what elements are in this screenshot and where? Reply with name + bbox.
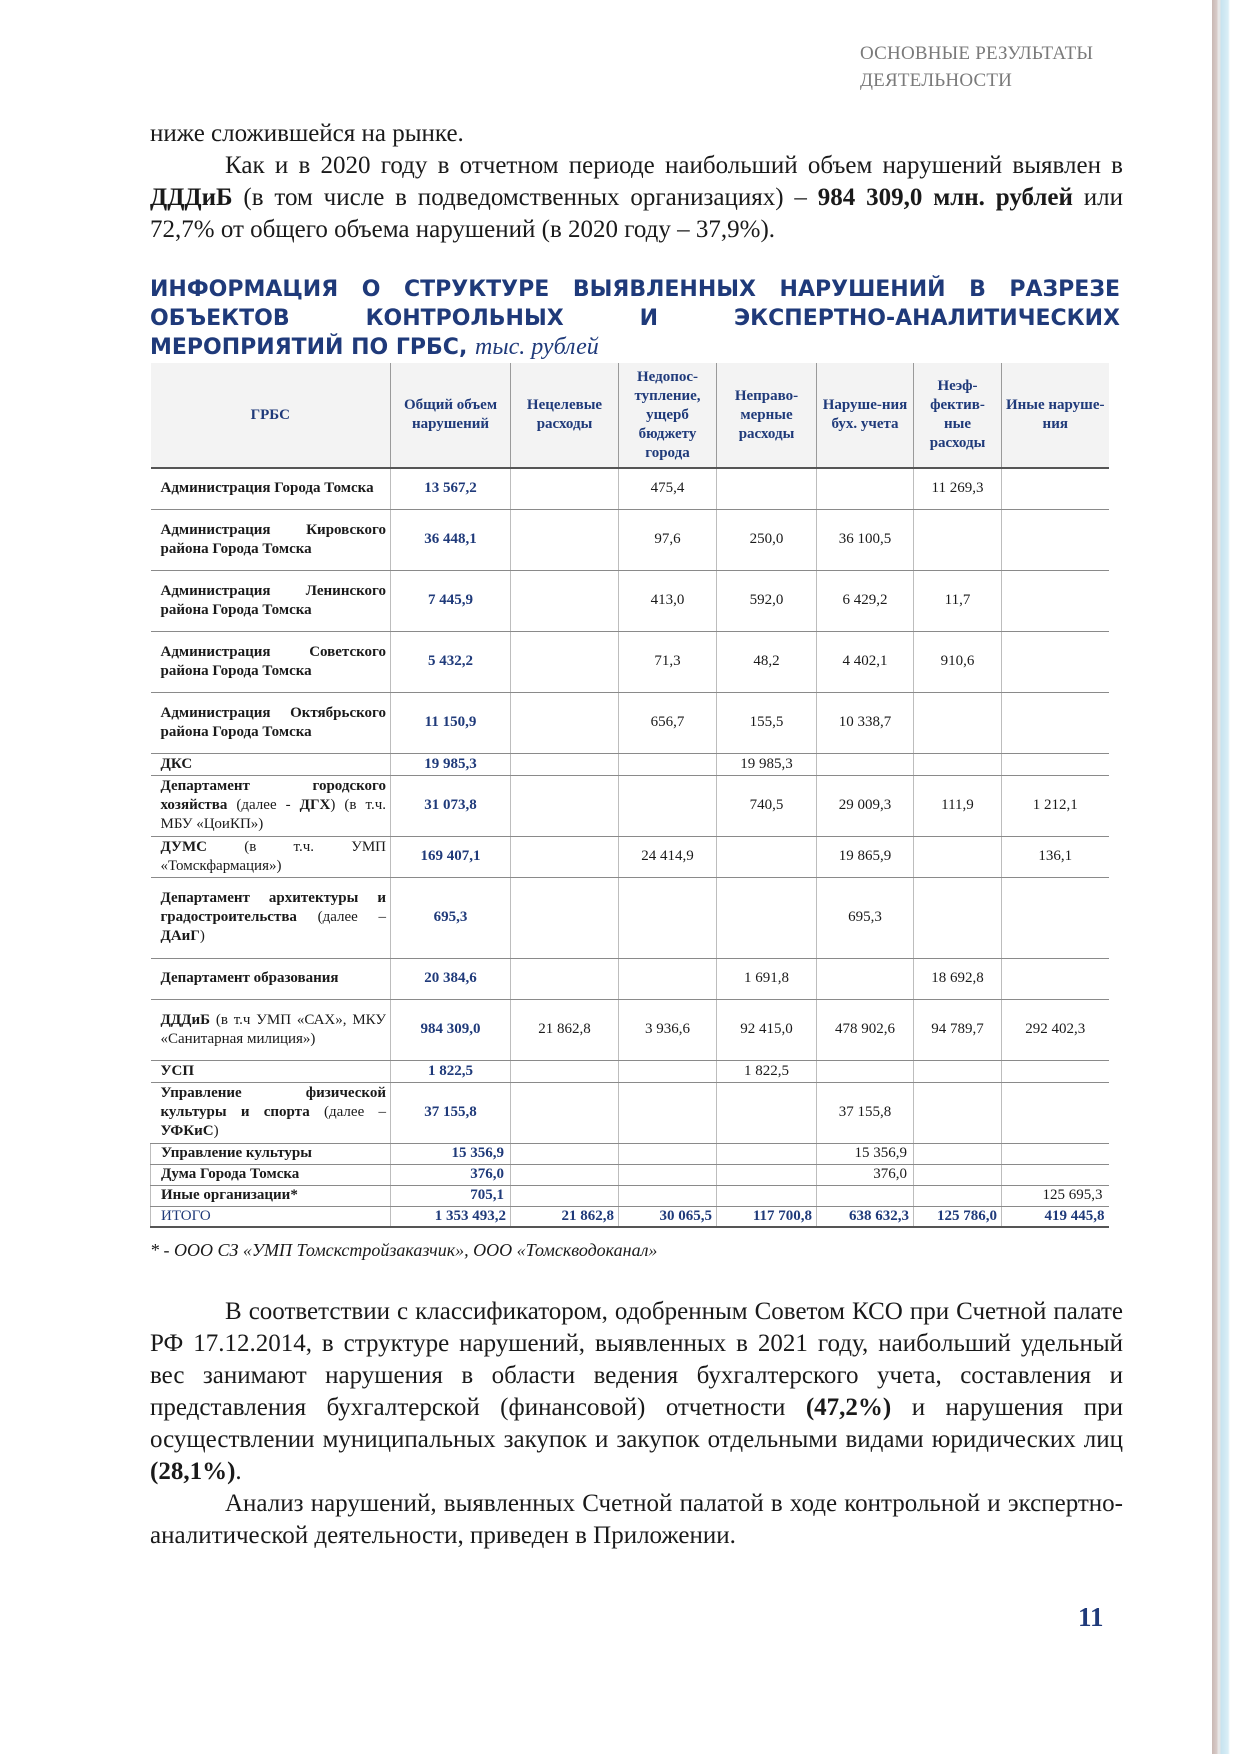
row-cell: 4 402,1 [817,631,914,692]
heading-unit: тыс. рублей [475,334,599,360]
row-cell: 413,0 [619,570,717,631]
row-cell: 71,3 [619,631,717,692]
table-row [151,753,1109,775]
table-row [151,631,1109,692]
heading-line-3 [150,333,1120,362]
table-footnote: * - ООО СЗ «УМП Томскстройзаказчик», ООО «Томскводоканал» [150,1240,658,1260]
row-cell: 656,7 [619,692,717,753]
page-number: 11 [1078,1602,1104,1632]
row-cell [511,836,619,877]
table-row [151,570,1109,631]
row-cell [511,753,619,775]
row-name: Иные организации* [151,1185,391,1206]
row-cell: 1 212,1 [1002,775,1109,836]
row-cell: 376,0 [817,1164,914,1185]
row-cell [619,1082,717,1143]
row-cell: 250,0 [717,509,817,570]
row-name: Управление культуры [151,1143,391,1164]
row-name: Администрация Города Томска [151,468,391,509]
intro-paragraphs [150,118,1123,246]
table-row [151,692,1109,753]
row-cell [717,1185,817,1206]
row-cell: 592,0 [717,570,817,631]
total-row-cell: 30 065,5 [619,1206,717,1227]
row-cell: 29 009,3 [817,775,914,836]
row-total: 7 445,9 [391,570,511,631]
row-cell [914,692,1002,753]
total-row-total: 1 353 493,2 [391,1206,511,1227]
intro-text-2: (в том числе в подведомственных организациях) – [232,184,818,211]
row-total: 376,0 [391,1164,511,1185]
row-cell [717,877,817,958]
table-row [151,1060,1109,1082]
row-cell [511,468,619,509]
row-cell [511,1143,619,1164]
row-cell [1002,570,1109,631]
row-cell [914,836,1002,877]
row-cell [1002,1060,1109,1082]
row-cell [914,753,1002,775]
row-cell: 37 155,8 [817,1082,914,1143]
intro-bold-amount: 984 309,0 млн. рублей [817,184,1073,211]
row-cell [817,958,914,999]
row-name: Администрация Октябрьского района Города Томска [151,692,391,753]
percent-accounting: (47,2%) [805,1394,892,1421]
row-cell: 695,3 [817,877,914,958]
heading-line-2: ОБЪЕКТОВ КОНТРОЛЬНЫХ И ЭКСПЕРТНО-АНАЛИТИЧЕСКИХ [150,306,1120,331]
row-cell: 475,4 [619,468,717,509]
table-row [151,999,1109,1060]
heading-line-3-text: МЕРОПРИЯТИЙ ПО ГРБС, [150,335,468,360]
violations-table [150,363,1109,1228]
row-cell [511,1164,619,1185]
row-total: 31 073,8 [391,775,511,836]
row-cell [511,509,619,570]
body-paragraphs [150,1296,1123,1552]
row-cell: 1 691,8 [717,958,817,999]
table-row [151,877,1109,958]
row-total: 19 985,3 [391,753,511,775]
row-cell [1002,509,1109,570]
intro-paragraph-2 [150,150,1123,246]
row-cell: 11 269,3 [914,468,1002,509]
row-total: 11 150,9 [391,692,511,753]
row-name: Администрация Кировского района Города Томска [151,509,391,570]
row-name: ДКС [151,753,391,775]
row-cell [914,509,1002,570]
row-name: Департамент городского хозяйства (далее - ДГХ) (в т.ч. МБУ «ЦоиКП») [151,775,391,836]
table-row [151,468,1109,509]
table-row [151,958,1109,999]
row-cell: 48,2 [717,631,817,692]
row-cell [914,1143,1002,1164]
row-cell: 10 338,7 [817,692,914,753]
row-cell: 36 100,5 [817,509,914,570]
row-cell: 740,5 [717,775,817,836]
row-total: 37 155,8 [391,1082,511,1143]
row-cell: 97,6 [619,509,717,570]
row-cell: 18 692,8 [914,958,1002,999]
paragraph-appendix: Анализ нарушений, выявленных Счетной палатой в ходе контрольной и экспертно-аналитической деятельности, приведен в Приложении. [150,1490,1123,1549]
row-cell [1002,753,1109,775]
row-cell [717,1143,817,1164]
row-name: ДДДиБ (в т.ч УМП «САХ», МКУ «Санитарная милиция») [151,999,391,1060]
row-cell [619,775,717,836]
row-cell: 910,6 [914,631,1002,692]
row-name: Управление физической культуры и спорта (далее – УФКиС) [151,1082,391,1143]
header-line-1: ОСНОВНЫЕ РЕЗУЛЬТАТЫ [860,43,1094,64]
table-row [151,1143,1109,1164]
row-cell: 15 356,9 [817,1143,914,1164]
total-row-cell: 419 445,8 [1002,1206,1109,1227]
row-cell [717,1082,817,1143]
row-cell [619,958,717,999]
row-total: 705,1 [391,1185,511,1206]
row-cell: 478 902,6 [817,999,914,1060]
row-total: 13 567,2 [391,468,511,509]
row-cell: 19 985,3 [717,753,817,775]
row-cell [511,1185,619,1206]
table-row [151,1185,1109,1206]
col-header-total: Общий объем нарушений [391,363,511,468]
table-row [151,1164,1109,1185]
row-cell [619,1060,717,1082]
total-row-label: ИТОГО [151,1206,391,1227]
row-cell [817,753,914,775]
intro-line-1: ниже сложившейся на рынке. [150,120,464,147]
row-cell [914,1185,1002,1206]
row-cell [1002,958,1109,999]
row-cell [1002,1164,1109,1185]
row-total: 15 356,9 [391,1143,511,1164]
col-header-misuse: Нецелевые расходы [511,363,619,468]
row-cell: 3 936,6 [619,999,717,1060]
row-cell [1002,1082,1109,1143]
row-cell: 136,1 [1002,836,1109,877]
page-edge-decoration [1212,0,1230,1754]
row-name: Администрация Советского района Города Томска [151,631,391,692]
row-cell: 111,9 [914,775,1002,836]
total-row-cell: 21 862,8 [511,1206,619,1227]
row-cell: 155,5 [717,692,817,753]
row-cell [914,1082,1002,1143]
running-header [860,40,1140,94]
row-cell [717,468,817,509]
row-cell: 1 822,5 [717,1060,817,1082]
row-cell [511,1060,619,1082]
total-row-cell: 117 700,8 [717,1206,817,1227]
row-cell [817,468,914,509]
row-cell [511,570,619,631]
table-row [151,775,1109,836]
row-cell [511,775,619,836]
row-name: ДУМС (в т.ч. УМП «Томскфармация») [151,836,391,877]
row-cell [1002,1143,1109,1164]
col-header-accounting: Наруше-ния бух. учета [817,363,914,468]
row-name: Департамент архитектуры и градостроительства (далее – ДАиГ) [151,877,391,958]
row-cell [914,1164,1002,1185]
paragraph-classifier: В соответствии с классификатором, одобренным Советом КСО при Счетной палате РФ 17.12.2014, в структуре нарушений, выявленных в 2021 году, наибольший удельный вес занимают нарушения в области ведения бухгалтерского учета, составления и представления бухгалтерской (финансовой) отчетности (47,2%) и нарушения при осуществлении муниципальных закупок и закупок отдельными видами юридических лиц (28,1%). [150,1298,1123,1485]
heading-line-1: ИНФОРМАЦИЯ О СТРУКТУРЕ ВЫЯВЛЕННЫХ НАРУШЕНИЙ В РАЗРЕЗЕ [150,277,1120,302]
row-total: 984 309,0 [391,999,511,1060]
row-cell [511,877,619,958]
row-cell [619,1164,717,1185]
row-cell [619,753,717,775]
row-cell [1002,877,1109,958]
row-cell [619,1185,717,1206]
intro-text-3: или 72,7% от общего объема нарушений (в 2020 году – 37,9%). [150,184,1123,243]
row-cell: 21 862,8 [511,999,619,1060]
row-cell: 125 695,3 [1002,1185,1109,1206]
row-cell [619,877,717,958]
row-total: 1 822,5 [391,1060,511,1082]
row-cell [914,1060,1002,1082]
row-cell [511,1082,619,1143]
row-total: 20 384,6 [391,958,511,999]
total-row-cell: 125 786,0 [914,1206,1002,1227]
percent-procurement: (28,1%) [150,1458,236,1485]
header-line-2: ДЕЯТЕЛЬНОСТИ [860,70,1013,91]
row-total: 169 407,1 [391,836,511,877]
row-cell [511,958,619,999]
row-total: 5 432,2 [391,631,511,692]
table-heading [150,275,1120,362]
intro-bold-dddib: ДДДиБ [150,184,233,211]
row-cell [1002,692,1109,753]
row-cell: 24 414,9 [619,836,717,877]
row-total: 36 448,1 [391,509,511,570]
row-cell [511,631,619,692]
row-cell [717,836,817,877]
col-header-shortfall: Недопос-тупление, ущерб бюджету города [619,363,717,468]
col-header-inefficient: Неэф-фектив-ные расходы [914,363,1002,468]
col-header-illegal: Неправо-мерные расходы [717,363,817,468]
col-header-grbs: ГРБС [151,363,391,468]
row-cell [1002,468,1109,509]
row-name: Администрация Ленинского района Города Томска [151,570,391,631]
row-cell: 92 415,0 [717,999,817,1060]
col-header-other: Иные наруше-ния [1002,363,1109,468]
row-name: Департамент образования [151,958,391,999]
row-cell [511,692,619,753]
row-name: Дума Города Томска [151,1164,391,1185]
row-cell: 11,7 [914,570,1002,631]
table-row [151,509,1109,570]
row-cell [619,1143,717,1164]
row-name: УСП [151,1060,391,1082]
row-total: 695,3 [391,877,511,958]
table-total-row [151,1206,1109,1227]
row-cell [817,1060,914,1082]
row-cell: 94 789,7 [914,999,1002,1060]
row-cell [914,877,1002,958]
table-header-row [151,363,1109,468]
intro-text-1: Как и в 2020 году в отчетном периоде наибольший объем нарушений выявлен в [225,152,1123,179]
table-row [151,1082,1109,1143]
row-cell [1002,631,1109,692]
row-cell: 6 429,2 [817,570,914,631]
row-cell [817,1185,914,1206]
table-row [151,836,1109,877]
row-cell: 292 402,3 [1002,999,1109,1060]
row-cell: 19 865,9 [817,836,914,877]
total-row-cell: 638 632,3 [817,1206,914,1227]
row-cell [717,1164,817,1185]
